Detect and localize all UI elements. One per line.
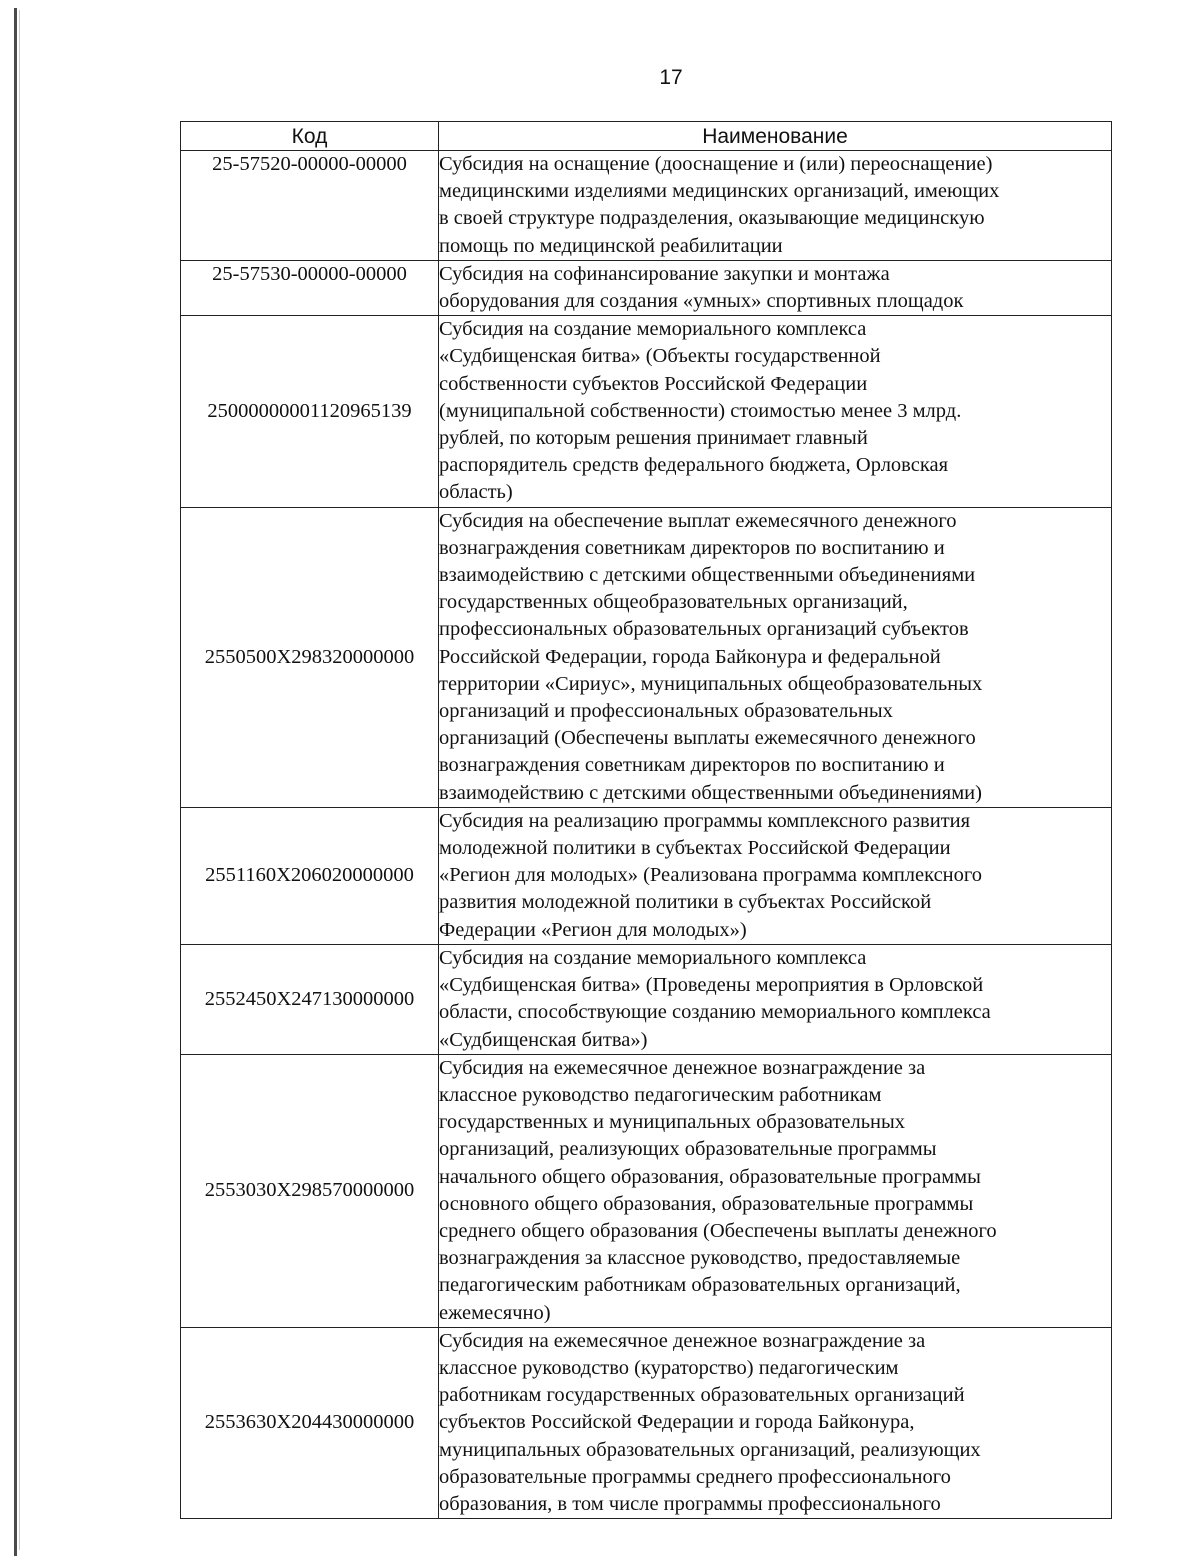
row-name-line: Субсидия на реализацию программы комплексного развития [439,809,971,832]
row-name-line: вознаграждения советникам директоров по воспитанию и [439,536,945,559]
row-name-line: область) [439,481,513,504]
row-name-line: молодежной политики в субъектах Российской Федерации [439,837,951,860]
row-name-line: Российской Федерации, города Байконура и федеральной [439,645,941,668]
row-name-line: медицинскими изделиями медицинских организаций, имеющих [439,180,1000,203]
row-name-line: Субсидия на ежемесячное денежное вознаграждение за [439,1056,926,1079]
table-row [181,1327,1112,1518]
table-row [181,1054,1112,1327]
row-name-line: Федерации «Регион для молодых») [439,918,747,941]
header-name: Наименование [439,122,1112,151]
row-name-line: взаимодействию с детскими общественными объединениями [439,564,976,587]
row-name-line: государственных и муниципальных образовательных [439,1111,906,1134]
table-row [181,944,1112,1054]
row-name-line: вознаграждения советникам директоров по воспитанию и [439,754,945,777]
row-name-line: помощь по медицинской реабилитации [439,234,783,257]
row-name [439,316,1112,507]
row-name [439,260,1112,315]
row-name-line: государственных общеобразовательных организаций, [439,591,908,614]
row-name [439,507,1112,807]
table-body [181,151,1112,1519]
row-name-line: области, способствующие созданию мемориального комплекса [439,1001,991,1024]
row-code: 2550500X298320000000 [181,507,439,807]
row-name-line: развития молодежной политики в субъектах Российской [439,891,932,914]
row-name-line: образовательные программы среднего профессионального [439,1465,951,1488]
row-name-line: Субсидия на создание мемориального комплекса [439,946,867,969]
row-name-line: вознаграждения за классное руководство, предоставляемые [439,1247,961,1270]
subsidy-code-table [180,121,1112,1519]
table-row [181,507,1112,807]
row-name-line: территории «Сириус», муниципальных общеобразовательных [439,672,983,695]
scan-edge-shadow [14,8,17,1556]
row-name-line: оборудования для создания «умных» спортивных площадок [439,290,964,313]
row-name-line: Субсидия на создание мемориального комплекса [439,318,867,341]
row-name-line: работникам государственных образовательных организаций [439,1384,965,1407]
row-code: 2553030X298570000000 [181,1054,439,1327]
table-row [181,260,1112,315]
row-code: 25-57530-00000-00000 [181,260,439,315]
row-name-line: Субсидия на софинансирование закупки и монтажа [439,262,890,285]
row-name-line: распорядитель средств федерального бюджета, Орловская [439,454,949,477]
row-name-line: организаций (Обеспечены выплаты ежемесячного денежного [439,727,976,750]
row-name-line: (муниципальной собственности) стоимостью менее 3 млрд. [439,399,962,422]
header-code: Код [181,122,439,151]
table-row [181,807,1112,944]
row-code: 2553630X204430000000 [181,1327,439,1518]
row-name-line: «Судбищенская битва») [439,1028,648,1051]
row-name-line: классное руководство (кураторство) педагогическим [439,1356,899,1379]
row-name-line: организаций и профессиональных образовательных [439,700,893,723]
row-name [439,807,1112,944]
row-name [439,1054,1112,1327]
row-name-line: начального общего образования, образовательные программы [439,1165,981,1188]
row-name-line: в своей структуре подразделения, оказывающие медицинскую [439,207,985,230]
row-name-line: основного общего образования, образовательные программы [439,1192,974,1215]
row-name-line: «Судбищенская битва» (Объекты государственной [439,345,881,368]
row-name-line: педагогическим работникам образовательных организаций, [439,1274,961,1297]
table-header-row [181,122,1112,151]
row-name-line: «Судбищенская битва» (Проведены мероприятия в Орловской [439,974,984,997]
page-number: 17 [659,66,683,89]
row-name [439,944,1112,1054]
table-row [181,151,1112,261]
row-name [439,151,1112,261]
row-name-line: субъектов Российской Федерации и города Байконура, [439,1411,915,1434]
row-name-line: рублей, по которым решения принимает главный [439,427,868,450]
row-name-line: собственности субъектов Российской Федерации [439,372,868,395]
row-name [439,1327,1112,1518]
row-name-line: Субсидия на обеспечение выплат ежемесячного денежного [439,509,957,532]
row-name-line: муниципальных образовательных организаций, реализующих [439,1438,981,1461]
row-name-line: классное руководство педагогическим работникам [439,1083,882,1106]
row-name-line: «Регион для молодых» (Реализована программа комплексного [439,864,983,887]
row-name-line: Субсидия на оснащение (дооснащение и (или) переоснащение) [439,153,993,175]
row-name-line: организаций, реализующих образовательные программы [439,1138,937,1161]
table-row [181,316,1112,507]
row-code: 2551160X206020000000 [181,807,439,944]
row-name-line: среднего общего образования (Обеспечены выплаты денежного [439,1219,997,1242]
row-name-line: ежемесячно) [439,1301,551,1324]
row-name-line: Субсидия на ежемесячное денежное вознаграждение за [439,1329,926,1352]
row-code: 25-57520-00000-00000 [181,151,439,261]
scan-edge-line [19,10,20,1550]
row-code: 25000000001120965139 [181,316,439,507]
row-code: 2552450X247130000000 [181,944,439,1054]
row-name-line: взаимодействию с детскими общественными объединениями) [439,781,982,804]
row-name-line: профессиональных образовательных организаций субъектов [439,618,969,641]
row-name-line: образования, в том числе программы профессионального [439,1492,941,1515]
